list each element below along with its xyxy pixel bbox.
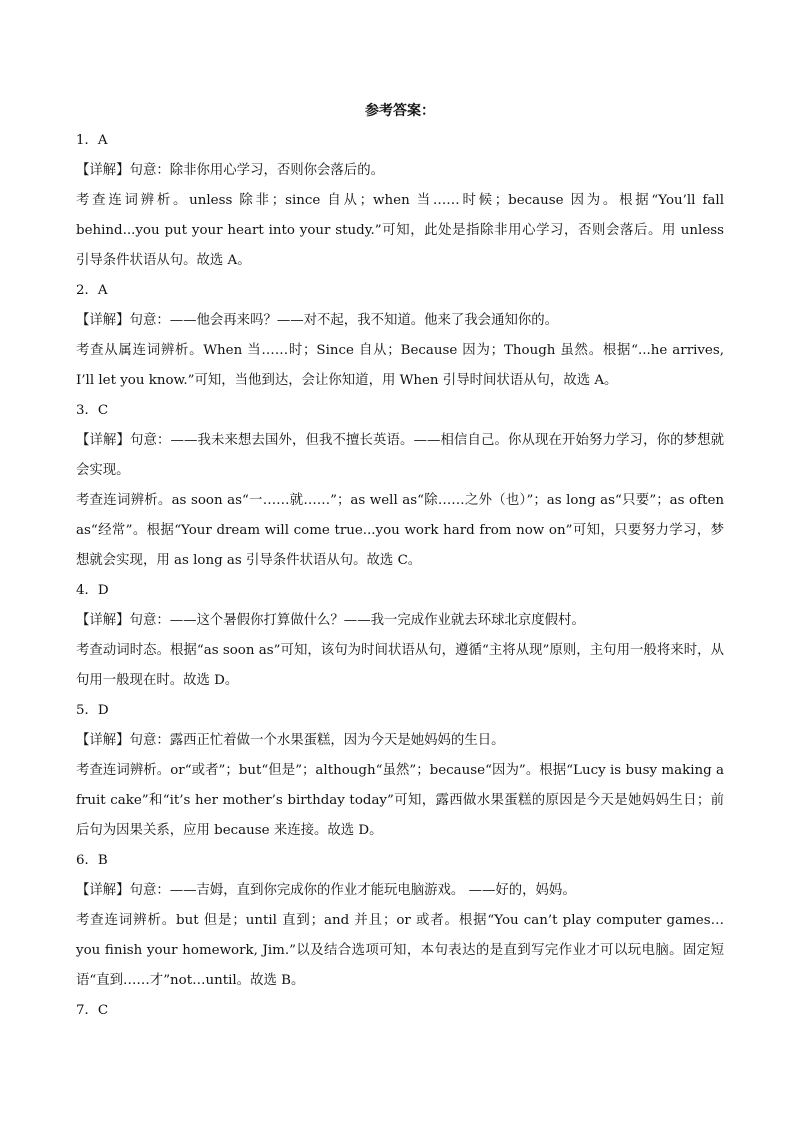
explanation-paragraph: 考查连词辨析。but 但是；until 直到；and 并且；or 或者。根据“You can’t play computer games…you finish your homework, Jim.”以及结合选项可知，本句表达的是直到写完作业才可以玩电脑。固定短语“直到……才”not…until。故选 B。 bbox=[76, 913, 724, 988]
question-number: 2．A bbox=[76, 283, 108, 298]
question-number: 1．A bbox=[76, 133, 108, 148]
answer-item bbox=[76, 276, 724, 396]
sentence-translation: 【详解】句意：——这个暑假你打算做什么？——我一完成作业就去环球北京度假村。 bbox=[76, 613, 585, 628]
answer-item bbox=[76, 126, 724, 276]
question-number: 3．C bbox=[76, 403, 109, 418]
explanation-paragraph: 考查连词辨析。unless 除非；since 自从；when 当……时候；because 因为。根据“You’ll fall behind...you put your heart into your study.”可知，此处是指除非用心学习，否则会落后。用 unless 引导条件状语从句。故选 A。 bbox=[76, 193, 724, 268]
sentence-translation: 【详解】句意：除非你用心学习，否则你会落后的。 bbox=[76, 163, 384, 178]
explanation-paragraph: 考查从属连词辨析。When 当……时；Since 自从；Because 因为；Though 虽然。根据“...he arrives, I’ll let you know.”可知，当他到达，会让你知道，用 When 引导时间状语从句，故选 A。 bbox=[76, 343, 724, 388]
answer-document bbox=[76, 96, 724, 1026]
question-number: 6．B bbox=[76, 853, 108, 868]
explanation-paragraph: 考查动词时态。根据“as soon as”可知，该句为时间状语从句，遵循“主将从现”原则，主句用一般将来时，从句用一般现在时。故选 D。 bbox=[76, 643, 724, 688]
question-number: 4．D bbox=[76, 583, 109, 598]
answer-list bbox=[76, 126, 724, 1026]
answer-item bbox=[76, 396, 724, 576]
explanation-paragraph: 考查连词辨析。or“或者”；but“但是”；although“虽然”；because“因为”。根据“Lucy is busy making a fruit cake”和“it’s her mother’s birthday today”可知，露西做水果蛋糕的原因是今天是她妈妈生日；前后句为因果关系，应用 because 来连接。故选 D。 bbox=[76, 763, 724, 838]
question-number: 7．C bbox=[76, 1003, 109, 1018]
answer-item bbox=[76, 996, 724, 1026]
page-title: 参考答案： bbox=[365, 103, 435, 119]
sentence-translation: 【详解】句意：——吉姆，直到你完成你的作业才能玩电脑游戏。 ——好的，妈妈。 bbox=[76, 883, 576, 898]
answer-item bbox=[76, 696, 724, 846]
explanation-paragraph: 考查连词辨析。as soon as“一……就……”；as well as“除……之外（也）”；as long as“只要”；as often as“经常”。根据“Your dream will come true...you work hard from now on”可知，只要努力学习，梦想就会实现，用 as long as 引导条件状语从句。故选 C。 bbox=[76, 493, 724, 568]
answer-item bbox=[76, 576, 724, 696]
question-number: 5．D bbox=[76, 703, 109, 718]
sentence-translation: 【详解】句意：——他会再来吗？——对不起，我不知道。他来了我会通知你的。 bbox=[76, 313, 559, 328]
answer-item bbox=[76, 846, 724, 996]
sentence-translation: 【详解】句意：露西正忙着做一个水果蛋糕，因为今天是她妈妈的生日。 bbox=[76, 733, 505, 748]
sentence-translation: 【详解】句意：——我未来想去国外，但我不擅长英语。——相信自己。你从现在开始努力学习，你的梦想就会实现。 bbox=[76, 433, 724, 478]
